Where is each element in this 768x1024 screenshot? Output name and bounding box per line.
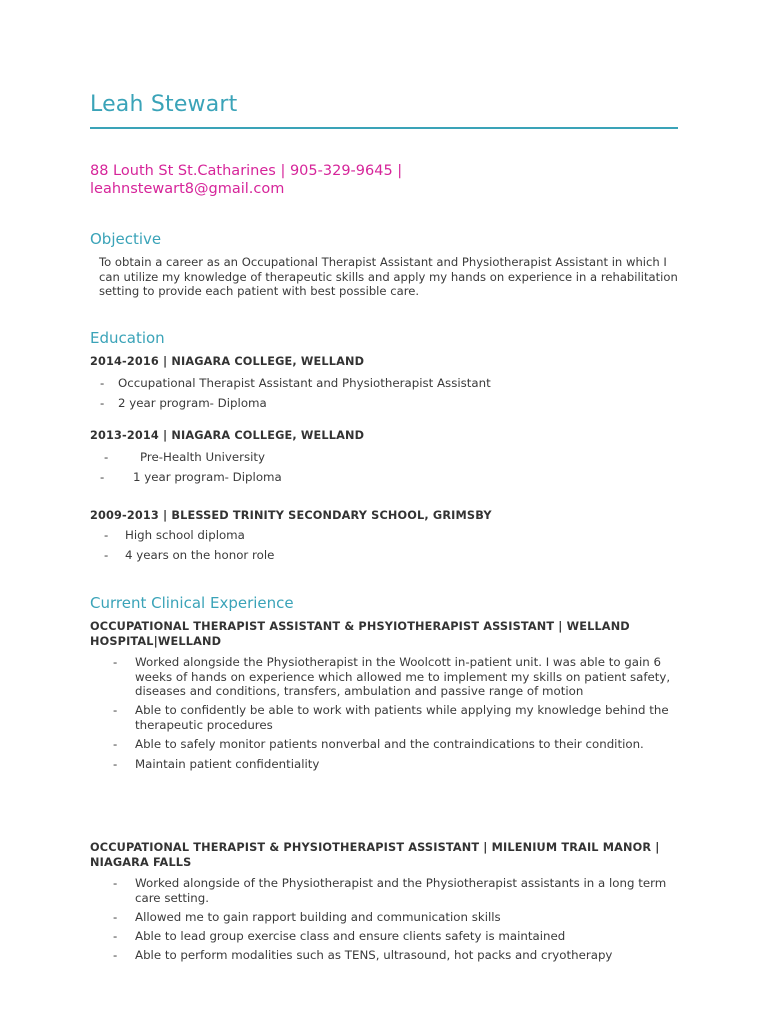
bullet-dash: - [104,450,109,464]
bullet-dash: - [100,396,105,410]
bullet-dash: - [100,376,105,390]
education-bullet-text: High school diploma [125,528,245,542]
bullet-dash: - [104,528,109,542]
education-entry-heading: 2009-2013 | BLESSED TRINITY SECONDARY SCHOOL, GRIMSBY [90,509,492,522]
bullet-dash: - [113,757,118,771]
education-entry-heading: 2014-2016 | NIAGARA COLLEGE, WELLAND [90,355,365,368]
experience-bullet-text: Able to perform modalities such as TENS, ultrasound, hot packs and cryotherapy [135,948,613,962]
experience-entry-heading: OCCUPATIONAL THERAPIST & PHYSIOTHERAPIST ASSISTANT | MILENIUM TRAIL MANOR | NIAGARA FALLS [90,841,660,869]
bullet-dash: - [113,910,118,924]
education-bullet-text: 1 year program- Diploma [133,470,282,484]
education-bullet-text: Pre-Health University [140,450,266,464]
candidate-name: Leah Stewart [90,92,238,117]
education-heading: Education [90,329,165,347]
objective-text: To obtain a career as an Occupational Therapist Assistant and Physiotherapist Assistant in which I can utilize my knowledge of therapeutic skills and apply my hands on experience in a rehabilitation setting to provide each patient with best possible care. [99,255,678,299]
experience-heading: Current Clinical Experience [90,594,294,612]
bullet-dash: - [113,929,118,943]
bullet-dash: - [104,548,109,562]
education-bullet-text: 2 year program- Diploma [118,396,267,410]
experience-entry-heading: OCCUPATIONAL THERAPIST ASSISTANT & PHSYIOTHERAPIST ASSISTANT | WELLAND HOSPITAL|WELLAND [90,620,630,648]
experience-bullet-text: Worked alongside the Physiotherapist in the Woolcott in-patient unit. I was able to gain 6 weeks of hands on experience which allowed me to implement my skills on patient safety, diseases and conditions, transfers, ambulation and passive range of motion [135,655,671,698]
education-entry-heading: 2013-2014 | NIAGARA COLLEGE, WELLAND [90,429,365,442]
bullet-dash: - [113,948,118,962]
education-bullet-text: 4 years on the honor role [125,548,275,562]
experience-bullet-text: Worked alongside of the Physiotherapist and the Physiotherapist assistants in a long term care setting. [135,876,667,905]
bullet-dash: - [113,876,118,890]
experience-bullet-text: Able to safely monitor patients nonverbal and the contraindications to their condition. [135,737,644,751]
objective-heading: Objective [90,230,162,248]
experience-bullet-text: Able to lead group exercise class and ensure clients safety is maintained [135,929,566,943]
bullet-dash: - [113,703,118,717]
bullet-dash: - [113,737,118,751]
experience-bullet-text: Allowed me to gain rapport building and communication skills [135,910,501,924]
bullet-dash: - [113,655,118,669]
contact-info: 88 Louth St St.Catharines | 905-329-9645 | leahnstewart8@gmail.com [90,163,403,197]
bullet-dash: - [100,470,105,484]
education-bullet-text: Occupational Therapist Assistant and Physiotherapist Assistant [118,376,491,390]
experience-bullet-text: Maintain patient confidentiality [135,757,320,771]
header-divider [90,127,678,129]
experience-bullet-text: Able to confidently be able to work with patients while applying my knowledge behind the therapeutic procedures [135,703,669,732]
